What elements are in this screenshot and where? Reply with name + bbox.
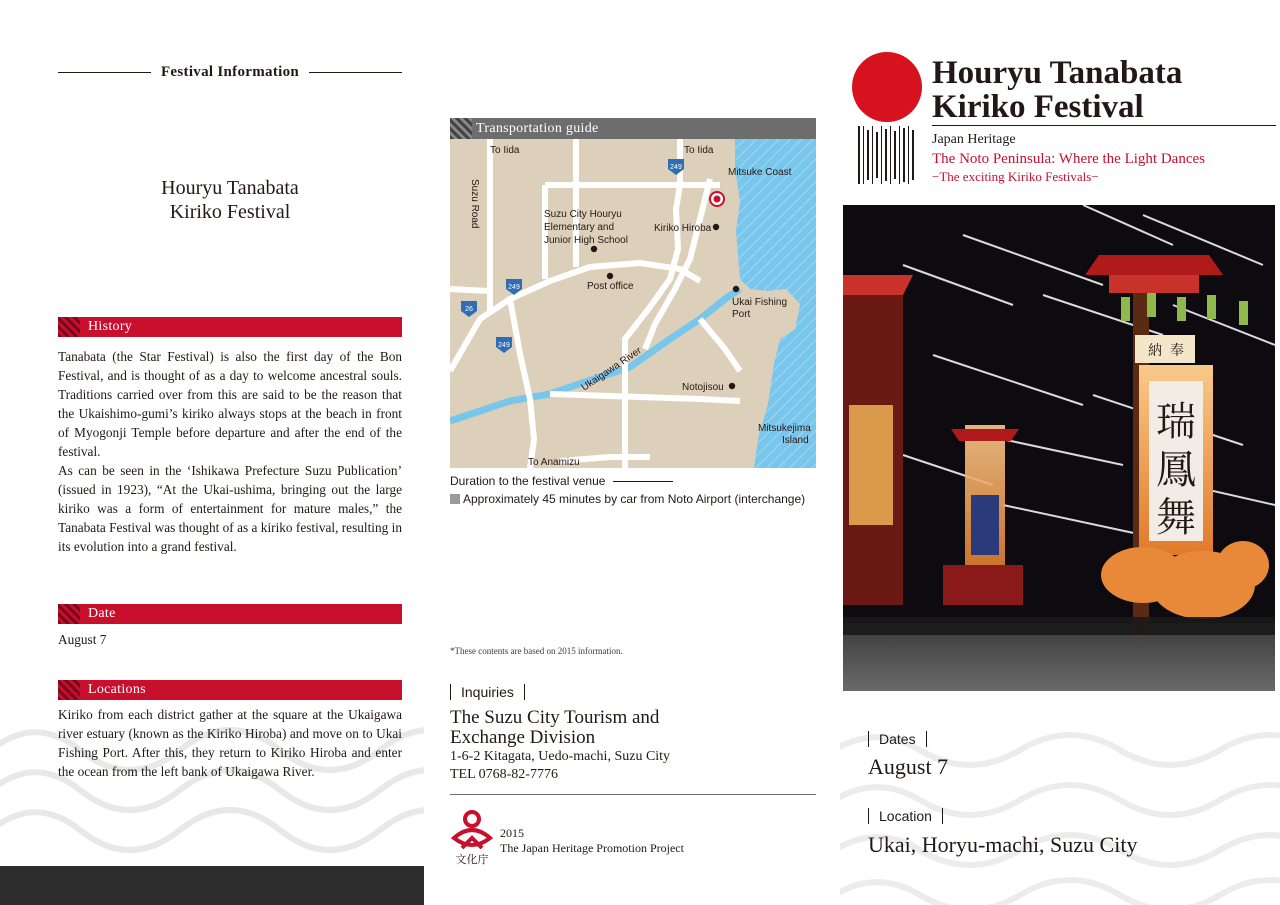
duration-heading-text: Duration to the festival venue	[450, 474, 606, 488]
location-value: Ukai, Horyu-machi, Suzu City	[868, 832, 1138, 857]
svg-text:26: 26	[465, 306, 473, 313]
duration-text-row	[450, 492, 830, 506]
date-text: August 7	[58, 632, 107, 647]
access-map	[450, 139, 816, 468]
divider	[932, 125, 1276, 126]
locations-label: Locations	[88, 682, 146, 697]
transportation-guide-header	[450, 118, 816, 139]
school-marker-icon	[591, 246, 597, 252]
pattern-icon	[58, 604, 80, 624]
duration-heading	[450, 474, 816, 488]
inquiries-label-text: Inquiries	[461, 684, 514, 700]
credit-year: 2015	[500, 826, 524, 840]
inquiries-organization	[450, 708, 816, 748]
map-label-ukai-port-1: Ukai Fishing	[732, 297, 788, 308]
main-title-line1: Houryu Tanabata	[932, 55, 1183, 91]
map-label-ukai-port-2: Port	[732, 309, 751, 320]
ukai-port-marker-icon	[733, 286, 739, 292]
map-label-mitsukejima-1: Mitsukejima	[758, 423, 811, 434]
main-title	[932, 56, 1272, 124]
svg-text:249: 249	[508, 284, 520, 291]
history-text-2: As can be seen in the ‘Ishikawa Prefecture Suzu Publication’ (issued in 1923), “At the Ukai-ushima, bringing out the large kiriko was a form of entertainment for mature males,” the Tanabata Festival was thought of as a kiriko festival, resulting in its evolution into a grand festival.	[58, 463, 402, 554]
middle-panel	[424, 0, 840, 905]
inquiries-contact	[450, 748, 816, 784]
history-label: History	[88, 319, 133, 334]
kiriko-hiroba-marker-icon	[713, 224, 719, 230]
japan-heritage-label: Japan Heritage	[932, 132, 1016, 147]
credit-org: The Japan Heritage Promotion Project	[500, 841, 684, 855]
map-label-mitsuke-coast: Mitsuke Coast	[728, 167, 792, 178]
japan-heritage-logo	[857, 126, 917, 184]
location-label	[868, 808, 943, 824]
dates-label	[868, 731, 927, 747]
pattern-icon	[450, 118, 472, 139]
locations-header	[58, 680, 402, 700]
festival-title	[58, 176, 402, 224]
map-label-notojisou: Notojisou	[682, 382, 724, 393]
japan-heritage-sun-icon	[852, 52, 922, 122]
dates-value: August 7	[868, 754, 949, 779]
agency-logo-text: 文化庁	[455, 853, 489, 866]
map-label-mitsukejima-2: Island	[782, 435, 809, 446]
map-label-kiriko-hiroba: Kiriko Hiroba	[654, 223, 712, 234]
location-label-text: Location	[879, 808, 932, 824]
bottom-strip	[0, 866, 424, 905]
map-label-school-1: Suzu City Houryu	[544, 209, 622, 220]
map-label-ukaigawa-river: Ukaigawa River	[579, 345, 644, 394]
address-text: 1-6-2 Kitagata, Uedo-machi, Suzu City	[450, 749, 671, 764]
divider	[450, 794, 816, 795]
festival-title-line2: Kiriko Festival	[169, 201, 291, 223]
map-label-to-iida-2: To Iida	[684, 145, 714, 156]
venue-marker-icon	[710, 192, 724, 206]
crowd	[843, 617, 1275, 635]
inquiries-label	[450, 684, 525, 700]
photo-top-2: 奉	[1170, 343, 1184, 359]
agency-logo	[450, 808, 494, 866]
main-title-line2: Kiriko Festival	[932, 89, 1144, 125]
credit	[500, 826, 684, 856]
map-label-school-2: Elementary and	[544, 222, 615, 233]
pattern-icon	[58, 317, 80, 337]
tagline-sub: −The exciting Kiriko Festivals−	[932, 169, 1099, 184]
tagline: The Noto Peninsula: Where the Light Dances	[932, 151, 1205, 167]
history-header	[58, 317, 402, 337]
festival-photo	[843, 205, 1275, 691]
map-label-suzu-road: Suzu Road	[469, 179, 480, 229]
photo-sign-1: 瑞	[1156, 399, 1196, 445]
square-bullet-icon	[450, 494, 460, 504]
tel-text: TEL 0768-82-7776	[450, 767, 558, 782]
festival-title-line1: Houryu Tanabata	[161, 177, 299, 199]
map-label-to-iida-1: To Iida	[490, 145, 520, 156]
right-panel	[840, 0, 1280, 905]
map-label-school-3: Junior High School	[544, 235, 628, 246]
date-header	[58, 604, 402, 624]
post-office-marker-icon	[607, 273, 613, 279]
svg-text:249: 249	[670, 164, 682, 171]
org-line-2: Exchange Division	[450, 727, 596, 748]
history-text: Tanabata (the Star Festival) is also the first day of the Bon Festival, and is thought of as a day to welcome ancestral souls. Traditions carried over from this are said to be the reason that the Ukaishimo-gumi’s kiriko always stops at the beach in front of Myogonji Temple before departure and after the end of the festival.	[58, 349, 402, 459]
map-label-to-anamizu: To Anamizu	[528, 457, 580, 468]
notojisou-marker-icon	[729, 383, 735, 389]
pattern-icon	[58, 680, 80, 700]
locations-text: Kiriko from each district gather at the square at the Ukaigawa river estuary (known as the Kiriko Hiroba) and move on to Ukai Fishing Port. After this, they return to Kiriko Hiroba and enter the ocean from the left bank of Ukaigawa River.	[58, 707, 402, 779]
photo-sign-3: 舞	[1156, 495, 1196, 541]
info-note: *These contents are based on 2015 information.	[450, 646, 623, 656]
org-line-1: The Suzu City Tourism and	[450, 707, 660, 728]
date-label: Date	[88, 606, 116, 621]
photo-top-1: 納	[1148, 343, 1162, 359]
left-panel	[0, 0, 424, 905]
section-label: Festival Information	[160, 63, 300, 80]
duration-text: Approximately 45 minutes by car from Noto Airport (interchange)	[463, 492, 806, 506]
dates-label-text: Dates	[879, 731, 916, 747]
svg-text:249: 249	[498, 342, 510, 349]
map-label-post-office: Post office	[587, 281, 634, 292]
photo-sign-2: 鳳	[1156, 447, 1196, 493]
kiriko-lantern-left	[843, 275, 913, 605]
map-header-label: Transportation guide	[476, 120, 599, 136]
festival-information-heading	[58, 62, 402, 82]
